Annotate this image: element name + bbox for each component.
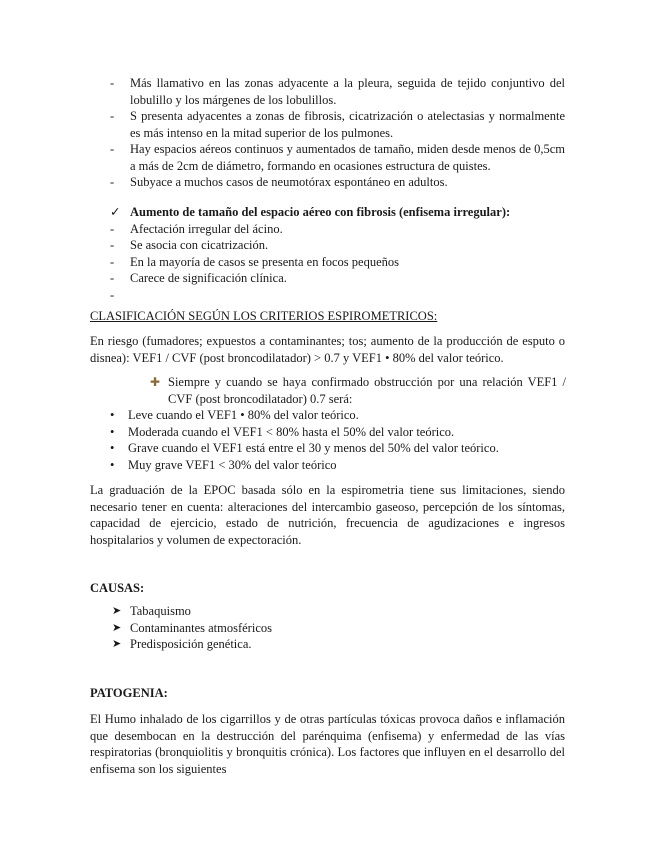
arrow-right-icon: ➤	[112, 621, 122, 634]
list-item: - En la mayoría de casos se presenta en focos pequeños	[110, 254, 400, 269]
list-item: • Muy grave VEF1 < 30% del valor teórico	[110, 457, 337, 472]
list-item: - Subyace a muchos casos de neumotórax espontáneo en adultos.	[110, 175, 448, 189]
list-item: ➤ Contaminantes atmosféricos	[112, 620, 272, 635]
list-item: ➤ Predisposición genética.	[112, 637, 252, 651]
list-item: - Carece de significación clínica.	[110, 271, 287, 285]
list-item: - Se asocia con cicatrización.	[110, 238, 269, 252]
dash-marker: -	[110, 142, 115, 156]
severity-list	[90, 407, 565, 473]
risk-paragraph: En riesgo (fumadores; expuestos a contaminantes; tos; aumento de la producción de esputo o disnea): VEF1 / CVF (post broncodilatador) > 0.7 y VEF1 • 80% del valor teórico.	[90, 334, 565, 365]
obstruction-note: ✚ Siempre y cuando se haya confirmado obstrucción por una relación VEF1 / CVF (post broncodilatador) 0.7 será:	[150, 375, 566, 406]
spirometric-classification-title: CLASIFICACIÓN SEGÚN LOS CRITERIOS ESPIROMETRICOS:	[90, 309, 438, 323]
list-item: • Leve cuando el VEF1 • 80% del valor teórico.	[110, 408, 359, 422]
arrow-right-icon: ➤	[112, 605, 122, 617]
pathogenesis-heading: PATOGENIA:	[90, 686, 168, 700]
list-item: - S presenta adyacentes a zonas de fibrosis, cicatrización o atelectasias y normalmente es más intenso en la mitad superior de los pulmones.	[110, 109, 565, 140]
bullet-marker: •	[110, 408, 115, 422]
plus-icon: ✚	[150, 375, 161, 389]
causes-list	[90, 603, 565, 653]
bullet-marker: •	[110, 457, 115, 472]
list-item: ➤ Tabaquismo	[112, 604, 191, 618]
check-icon: ✓	[110, 205, 121, 219]
list-item	[90, 287, 565, 304]
list-item: - Más llamativo en las zonas adyacente a la pleura, seguida de tejido conjuntivo del lobulillo y los márgenes de los lobulillos.	[110, 76, 565, 107]
grading-paragraph: La graduación de la EPOC basada sólo en la espirometria tiene sus limitaciones, siendo necesario tener en cuenta: alteraciones del intercambio gaseoso, percepción de los síntomas, capacidad de ejercicio, estado de nutrición, frecuencia de agudizaciones e ingresos hospitalarios y volumen de expectoración.	[90, 483, 565, 547]
dash-marker: -	[110, 175, 115, 189]
dash-marker: -	[110, 76, 115, 90]
dash-marker: -	[110, 287, 115, 302]
bullet-marker: •	[110, 424, 115, 439]
arrow-right-icon: ➤	[112, 638, 122, 650]
pathogenesis-paragraph: El Humo inhalado de los cigarrillos y de otras partículas tóxicas provoca daños e inflamación que desembocan en la destrucción del parénquima (enfisema) y enfermedad de las vías respiratorias (bronquiolitis y bronquitis crónica). Los factores que influyen en el desarrollo del enfisema son los siguientes	[90, 712, 565, 776]
causes-heading: CAUSAS:	[90, 581, 145, 595]
dash-marker: -	[110, 221, 115, 236]
list-item: • Moderada cuando el VEF1 < 80% hasta el 50% del valor teórico.	[110, 424, 455, 439]
list-item: - Hay espacios aéreos continuos y aumentados de tamaño, miden desde menos de 0,5cm a más de 2cm de diámetro, formando en ocasiones estructura de quistes.	[110, 142, 565, 173]
check-heading: ✓ Aumento de tamaño del espacio aéreo con fibrosis (enfisema irregular):	[110, 205, 511, 219]
list-item: - Afectación irregular del ácino.	[110, 221, 283, 236]
bullet-marker: •	[110, 441, 115, 455]
dash-marker: -	[110, 109, 115, 123]
irregular-emphysema-section	[90, 204, 565, 303]
dash-marker: -	[110, 238, 115, 252]
dash-marker: -	[110, 271, 115, 285]
dash-marker: -	[110, 254, 115, 269]
emphysema-characteristics-list	[90, 75, 565, 191]
list-item: • Grave cuando el VEF1 está entre el 30 y menos del 50% del valor teórico.	[110, 441, 499, 455]
